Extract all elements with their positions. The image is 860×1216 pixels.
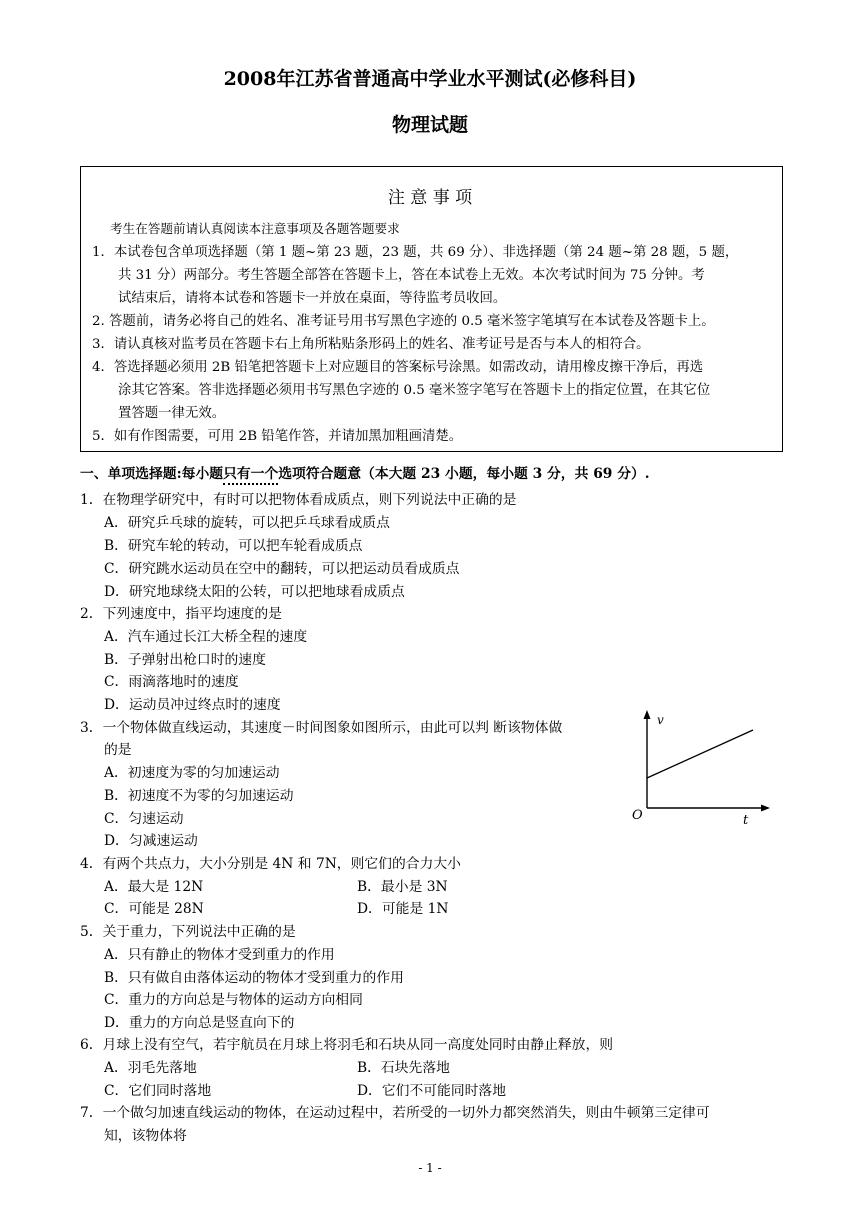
q3-option-c: C．匀速运动 bbox=[104, 811, 184, 827]
t-axis-label: t bbox=[743, 813, 749, 828]
q1-option-b: B．研究车轮的转动，可以把车轮看成质点 bbox=[104, 538, 363, 554]
q6-option-a: A．羽毛先落地 bbox=[104, 1060, 197, 1076]
section-heading-prefix: 一、单项选择题:每小题 bbox=[80, 466, 224, 482]
notice-item-3: 3．请认真核对监考员在答题卡右上角所粘贴条形码上的姓名、准考证号是否与本人的相符合。 bbox=[92, 337, 650, 352]
page-number: - 1 - bbox=[418, 1161, 442, 1175]
q2-option-b: B．子弹射出枪口时的速度 bbox=[104, 652, 266, 668]
q3-option-d: D．匀减速运动 bbox=[104, 833, 198, 849]
velocity-time-graph bbox=[625, 706, 775, 830]
v-axis-arrow bbox=[644, 710, 651, 719]
q4-option-d: D．可能是 1N bbox=[357, 901, 449, 917]
section-heading bbox=[80, 462, 650, 482]
q3-option-b: B．初速度不为零的匀加速运动 bbox=[104, 788, 294, 804]
q5-option-c: C．重力的方向总是与物体的运动方向相同 bbox=[104, 992, 363, 1008]
q2-option-d: D．运动员冲过终点时的速度 bbox=[104, 697, 281, 713]
q4-stem: 4．有两个共点力，大小分别是 4N 和 7N，则它们的合力大小 bbox=[80, 856, 461, 872]
q6-option-b: B．石块先落地 bbox=[357, 1060, 450, 1076]
notice-item-1-line3: 试结束后，请将本试卷和答题卡一并放在桌面，等待监考员收回。 bbox=[118, 291, 507, 306]
q1-option-d: D．研究地球绕太阳的公转，可以把地球看成质点 bbox=[104, 584, 405, 600]
q5-option-d: D．重力的方向总是竖直向下的 bbox=[104, 1015, 295, 1031]
q2-option-c: C．雨滴落地时的速度 bbox=[104, 674, 239, 690]
q7-stem-line1: 7．一个做匀加速直线运动的物体，在运动过程中，若所受的一切外力都突然消失，则由牛顿第三定律可 bbox=[80, 1105, 710, 1121]
q2-option-a: A．汽车通过长江大桥全程的速度 bbox=[104, 629, 308, 645]
section-heading-suffix: 选项符合题意（本大题 23 小题，每小题 3 分，共 69 分）. bbox=[278, 466, 650, 482]
q1-option-a: A．研究乒乓球的旋转，可以把乒乓球看成质点 bbox=[104, 515, 390, 531]
t-axis-arrow bbox=[761, 805, 770, 812]
q5-option-a: A．只有静止的物体才受到重力的作用 bbox=[104, 947, 335, 963]
q6-option-c: C．它们同时落地 bbox=[104, 1083, 212, 1099]
q5-option-b: B．只有做自由落体运动的物体才受到重力的作用 bbox=[104, 970, 404, 986]
notice-item-1-line2: 共 31 分）两部分。考生答题全部答在答题卡上，答在本试卷上无效。本次考试时间为 75 分钟。考 bbox=[118, 268, 705, 283]
q1-option-c: C．研究跳水运动员在空中的翻转，可以把运动员看成质点 bbox=[104, 561, 460, 577]
notice-item-4-line3: 置答题一律无效。 bbox=[118, 406, 226, 421]
notice-item-5: 5．如有作图需要，可用 2B 铅笔作答，并请加黑加粗画清楚。 bbox=[92, 429, 463, 444]
notice-intro: 考生在答题前请认真阅读本注意事项及各题答题要求 bbox=[110, 221, 400, 236]
notice-item-1-line1: 1．本试卷包含单项选择题（第 1 题~第 23 题，23 题，共 69 分）、非选择题（第 24 题~第 28 题，5 题， bbox=[92, 245, 739, 260]
notice-item-2: 2. 答题前，请务必将自己的姓名、准考证号用书写黑色字迹的 0.5 毫米签字笔填写在本试卷及答题卡上。 bbox=[92, 314, 715, 329]
q6-option-d: D．它们不可能同时落地 bbox=[357, 1083, 507, 1099]
v-axis-label: v bbox=[657, 713, 664, 727]
origin-label: O bbox=[632, 808, 643, 823]
q3-stem-line1: 3．一个物体做直线运动，其速度－时间图象如图所示，由此可以判 断该物体做 bbox=[80, 720, 563, 736]
q5-stem: 5．关于重力，下列说法中正确的是 bbox=[80, 924, 296, 940]
q3-stem-line2: 的是 bbox=[104, 742, 132, 758]
q1-stem: 1．在物理学研究中，有时可以把物体看成质点，则下列说法中正确的是 bbox=[80, 492, 517, 508]
notice-item-4-line1: 4．答选择题必须用 2B 铅笔把答题卡上对应题目的答案标号涂黑。如需改动，请用橡皮擦干净后，再选 bbox=[92, 360, 704, 375]
q3-option-a: A．初速度为零的匀加速运动 bbox=[104, 765, 280, 781]
section-heading-emphasis: 只有一个 bbox=[223, 466, 278, 485]
q4-option-b: B．最小是 3N bbox=[357, 879, 448, 895]
exam-subtitle: 物理试题 bbox=[391, 114, 468, 136]
velocity-line bbox=[647, 730, 753, 778]
q4-option-c: C．可能是 28N bbox=[104, 901, 204, 917]
q2-stem: 2．下列速度中，指平均速度的是 bbox=[80, 606, 282, 622]
notice-item-4-line2: 涂其它答案。答非选择题必须用书写黑色字迹的 0.5 毫米签字笔写在答题卡上的指定位置，在其它位 bbox=[118, 383, 711, 398]
exam-title: 2008年江苏省普通高中学业水平测试(必修科目) bbox=[223, 68, 637, 90]
q7-stem-line2: 知，该物体将 bbox=[104, 1128, 187, 1144]
q4-option-a: A．最大是 12N bbox=[104, 879, 204, 895]
q6-stem: 6．月球上没有空气，若宇航员在月球上将羽毛和石块从同一高度处同时由静止释放，则 bbox=[80, 1037, 614, 1053]
notice-heading: 注 意 事 项 bbox=[387, 188, 473, 208]
